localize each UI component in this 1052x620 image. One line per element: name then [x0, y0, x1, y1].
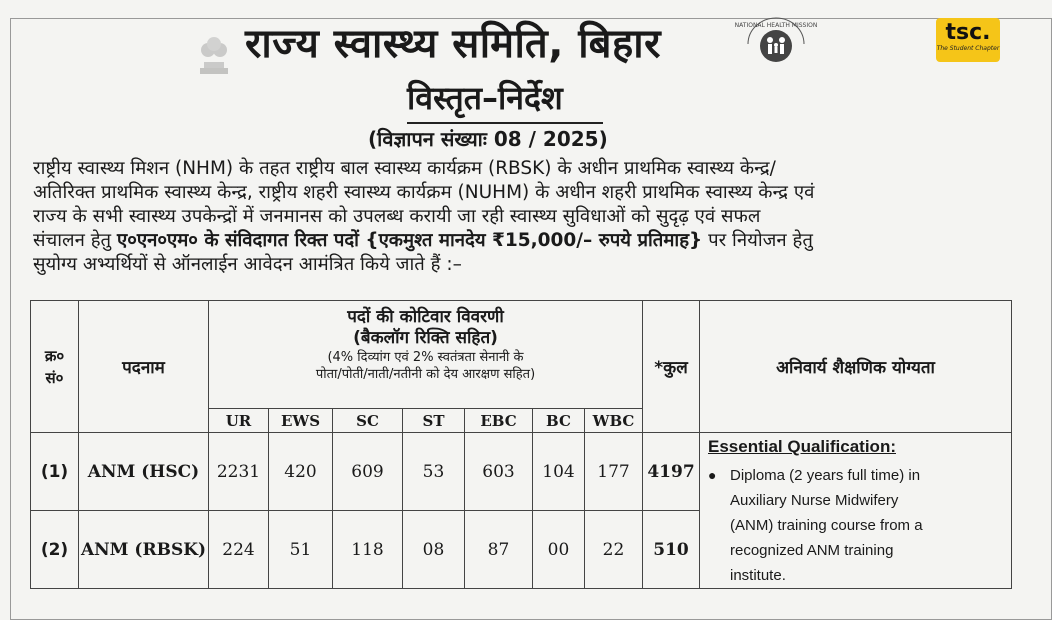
row-value: 2231 [209, 433, 269, 511]
header-sno: क्र० सं० [31, 301, 79, 433]
row-sno: (2) [31, 511, 79, 589]
advertisement-number: (विज्ञापन संख्याः 08 / 2025) [368, 127, 608, 151]
qualification-text [730, 463, 988, 588]
row-value: 118 [333, 511, 403, 589]
row-value: 22 [585, 511, 643, 589]
row-value: 603 [465, 433, 533, 511]
breakup-note: (4% दिव्यांग एवं 2% स्वतंत्रता सेनानी के [327, 350, 524, 365]
intro-line [33, 229, 993, 253]
intro-text: संचालन हेतु [33, 230, 117, 251]
intro-text: पर नियोजन हेतु [702, 230, 813, 251]
row-value: 53 [403, 433, 465, 511]
nhm-logo-icon [734, 14, 818, 66]
brand-logo-text: tsc. [945, 20, 991, 45]
intro-highlight: ए०एन०एम० के संविदागत रिक्त पदों {एकमुश्त मानदेय ₹15,000/– रुपये प्रतिमाह} [117, 230, 703, 251]
header-total: *कुल [643, 301, 700, 433]
category-header: ST [403, 409, 465, 433]
table-row [31, 433, 1012, 511]
row-post: ANM (HSC) [79, 433, 209, 511]
nhm-logo-text: NATIONAL HEALTH MISSION [734, 22, 818, 29]
row-value: 420 [269, 433, 333, 511]
header-post: पदनाम [79, 301, 209, 433]
row-sno: (1) [31, 433, 79, 511]
row-value: 87 [465, 511, 533, 589]
breakup-subtitle: (बैकलॉग रिक्ति सहित) [353, 328, 498, 348]
qualification-cell [700, 433, 1012, 589]
state-emblem-icon [192, 32, 236, 78]
row-post: ANM (RBSK) [79, 511, 209, 589]
bullet-icon: ● [708, 467, 717, 483]
brand-logo [936, 18, 1000, 62]
intro-paragraph [33, 157, 993, 277]
vacancy-table [30, 300, 1012, 589]
breakup-title: पदों की कोटिवार विवरणी [347, 307, 504, 327]
category-header: SC [333, 409, 403, 433]
header-qualification: अनिवार्य शैक्षणिक योग्यता [700, 301, 1012, 433]
qualification-heading: Essential Qualification: [708, 437, 896, 456]
intro-line: राष्ट्रीय स्वास्थ्य मिशन (NHM) के तहत राष्ट्रीय बाल स्वास्थ्य कार्यक्रम (RBSK) के अधीन प्राथमिक स्वास्थ्य केन्द्र/ [33, 158, 776, 179]
breakup-note: पोता/पोती/नाती/नतीनी को देय आरक्षण सहित) [315, 367, 536, 382]
sub-title: विस्तृत–निर्देश [407, 79, 563, 117]
row-value: 08 [403, 511, 465, 589]
category-header: BC [533, 409, 585, 433]
row-value: 104 [533, 433, 585, 511]
brand-logo-tagline: The Student Chapter [936, 45, 1000, 52]
category-header: EBC [465, 409, 533, 433]
intro-line: राज्य के सभी स्वास्थ्य उपकेन्द्रों में जनमानस को उपलब्ध करायी जा रही स्वास्थ्य सुविधाओं को सुदृढ़ एवं सफल [33, 206, 761, 227]
sub-title-underline [407, 122, 603, 124]
qualification-line: recognized ANM training [730, 542, 894, 559]
qualification-line: Auxiliary Nurse Midwifery [730, 492, 899, 509]
row-value: 177 [585, 433, 643, 511]
intro-line: अतिरिक्त प्राथमिक स्वास्थ्य केन्द्र, राष्ट्रीय शहरी स्वास्थ्य कार्यक्रम (NUHM) के अधीन शहरी प्राथमिक स्वास्थ्य केन्द्र एवं [33, 182, 815, 203]
row-value: 224 [209, 511, 269, 589]
qualification-line: (ANM) training course from a [730, 517, 923, 534]
row-total: 4197 [643, 433, 700, 511]
qualification-line: institute. [730, 567, 786, 584]
header-category-breakup [209, 301, 643, 409]
qualification-line: Diploma (2 years full time) in [730, 467, 921, 484]
row-value: 51 [269, 511, 333, 589]
intro-line: सुयोग्य अभ्यर्थियों से ऑनलाईन आवेदन आमंत्रित किये जाते हैं :– [33, 254, 462, 275]
row-value: 00 [533, 511, 585, 589]
category-header: UR [209, 409, 269, 433]
category-header: EWS [269, 409, 333, 433]
row-value: 609 [333, 433, 403, 511]
org-title: राज्य स्वास्थ्य समिति, बिहार [245, 21, 661, 67]
qualification-item [708, 463, 1011, 588]
category-header: WBC [585, 409, 643, 433]
row-total: 510 [643, 511, 700, 589]
